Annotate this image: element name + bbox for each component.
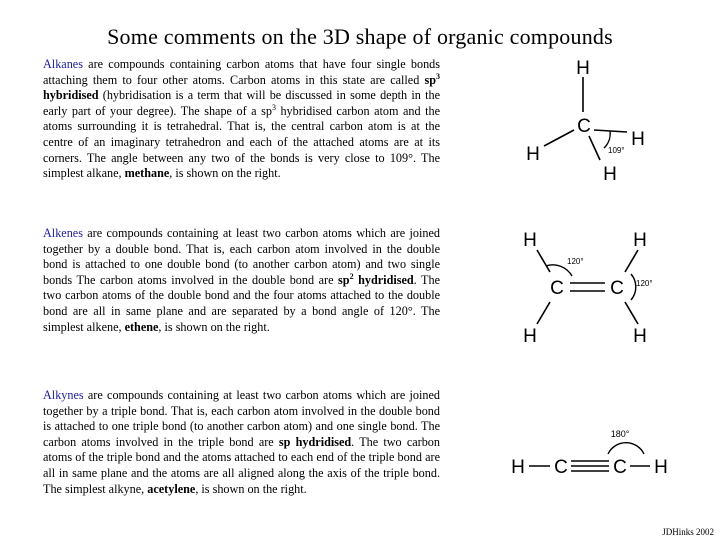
footer-credit: JDHinks 2002 (662, 527, 714, 537)
ethene-h-tr: H (633, 230, 647, 251)
acetylene-diagram (500, 420, 680, 480)
alkenes-paragraph (43, 226, 440, 335)
alkanes-text-3: hybridised carbon atom and the atoms surrounding it is tetrahedral. That is, the central carbon atom is at the centre of an imaginary tetrahedron and each of the attached atoms are at its corners. The angle between any two of the bonds is very close to 109°. The simplest alkane, (43, 103, 440, 181)
ethene-bond-tl (537, 250, 550, 272)
alkynes-paragraph (43, 388, 440, 497)
ethene-h-tl: H (523, 230, 537, 251)
alkenes-hybrid-term: $sp^2$ hydridised (338, 271, 414, 287)
alkanes-hybrid-term: $sp^3$ hybridised (43, 71, 440, 103)
acetylene-angle-arc (608, 443, 644, 454)
alkanes-sup: 3 (271, 102, 276, 112)
alkanes-text-2: (hybridisation is a term that will be discussed in some depth in the early part of your degree). The shape of a sp (43, 88, 440, 118)
acetylene-angle-label: 180° (610, 429, 630, 439)
ethene-h-bl: H (523, 326, 537, 347)
methane-carbon: C (577, 116, 591, 137)
ethene-angle-label-right: 120° (636, 279, 653, 288)
acetylene-h-left: H (511, 457, 525, 478)
ethene-angle-label-top: 120° (567, 257, 584, 266)
alkenes-text-1: are compounds containing at least two carbon atoms which are joined together by a double bond. That is, each carbon atom involved in the double bond is attached to one double bond (to another carbon atom) and two single bonds The carbon atoms involved in the double bond are (43, 226, 440, 287)
ethene-carbon-left: C (550, 278, 564, 299)
methane-angle-label: 109° (608, 146, 625, 155)
alkenes-keyword: Alkenes (43, 226, 83, 240)
alkenes-text-2: . The two carbon atoms of the double bond and the four atoms attached to the double bond are all in same plane and are separated by a bond angle of 120°. The simplest alkene, (43, 272, 440, 334)
methane-h-bottom: H (603, 164, 617, 185)
ethene-h-br: H (633, 326, 647, 347)
ethene-diagram (500, 222, 680, 352)
alkynes-hybrid-term: sp hydridised (278, 434, 352, 449)
alkenes-text-3: , is shown on the right. (158, 319, 270, 334)
alkynes-keyword: Alkynes (43, 388, 84, 402)
ethene-term: ethene (124, 319, 159, 334)
alkanes-text-4: , is shown on the right. (169, 166, 281, 181)
alkynes-text-3: , is shown on the right. (195, 481, 307, 496)
alkanes-paragraph (43, 57, 440, 182)
ethene-bond-br (625, 302, 638, 324)
alkynes-text-2: . The two carbon atoms of the triple bond and the atoms attached to each end of the triple bond are all in same plane and the atoms are all aligned along the axis of the triple bond. The simplest alkyne, (43, 434, 440, 496)
methane-term: methane (124, 166, 170, 181)
ethene-bond-bl (537, 302, 550, 324)
methane-bond-bottom (589, 136, 600, 160)
alkanes-text-1: are compounds containing carbon atoms that have four single bonds attaching them to four other atoms. Carbon atoms in this state are called (43, 57, 440, 87)
methane-h-right: H (631, 129, 645, 150)
methane-diagram (500, 52, 680, 192)
acetylene-carbon-left: C (554, 457, 568, 478)
alkynes-text-1: are compounds containing at least two carbon atoms which are joined together by a triple bond. That is, each carbon atom involved in the double bond is attached to one triple bond (to another carbon atom) and one single bond. The carbon atoms involved in the triple bond are (43, 388, 440, 449)
page-title: Some comments on the 3D shape of organic compounds (107, 24, 613, 49)
methane-h-top: H (576, 58, 590, 79)
alkanes-keyword: Alkanes (43, 57, 83, 71)
acetylene-h-right: H (654, 457, 668, 478)
acetylene-carbon-right: C (613, 457, 627, 478)
acetylene-term: acetylene (147, 481, 196, 496)
ethene-carbon-right: C (610, 278, 624, 299)
ethene-bond-tr (625, 250, 638, 272)
methane-bond-left (544, 130, 574, 146)
methane-h-left: H (526, 144, 540, 165)
